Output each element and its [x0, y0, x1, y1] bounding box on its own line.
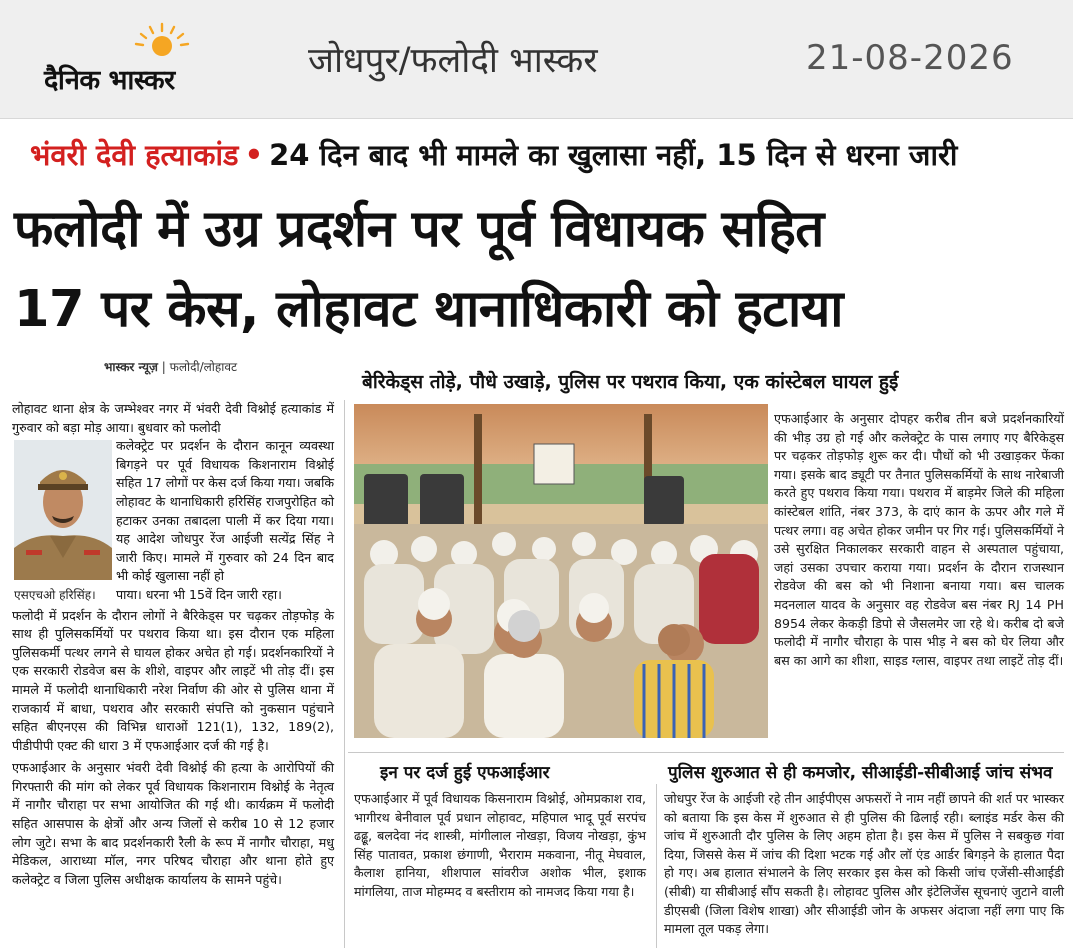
- kicker-line: [30, 135, 1060, 179]
- officer-portrait-icon: [14, 440, 112, 580]
- fir-section-text: [354, 790, 646, 902]
- col3-para-1: एफआईआर के अनुसार दोपहर करीब तीन बजे प्रदर्शनकारियों की भीड़ उग्र हो गई और कलेक्ट्रेट के पास लगाए गए बैरिकेड्स पर चढ़कर तोड़फोड़ शुरू कर दी। पौधों को भी उखाड़कर फेंका गया। इसके बाद ड्यूटी पर तैनात पुलिसकर्मियों के साथ नारेबाजी करते हुए पथराव किया गया। पथराव में बाड़मेर जिले की महिला कांस्टेबल शांति, नंबर 373, के दाएं कान के ऊपर और गले में पत्थर लगा। वह अचेत होकर जमीन पर गिर गई। पुलिसकर्मियों ने उसे सुरक्षित निकालकर सरकारी वाहन से अस्पताल पहुंचाया, जहां उसका उपचार कराया गया। प्रदर्शन के दौरान राजस्थान रोडवेज की बस को भी निशाना बनाया गया। बस चालक मदनलाल यादव के अनुसार वह रोडवेज बस नंबर RJ 14 PH 8954 लेकर केकड़ी डिपो से जैसलमेर जा रहे थे। करीब दो बजे फलोदी में नागौर चौराहा के पास भीड़ ने बस को घेर लिया और बस का आगे का शीशा, साइड ग्लास, वाइपर तथा लाइटें तोड़ दीं।: [774, 411, 1064, 668]
- police-paragraph: जोधपुर रेंज के आईजी रहे तीन आईपीएस अफसरों ने नाम नहीं छापने की शर्त पर भास्कर को बताया कि इस केस में शुरुआत से ही पुलिस की ढिलाई रही। ब्लाइंड मर्डर केस की जांच में शुरुआती दौर पुलिस के लिए अहम होता है। इस केस में पुलिस ने सबकुछ गंवा दिया, जिससे केस में जांच की दिशा भटक गई और लॉ एंड आर्डर बिगड़ने के हालात पैदा हो गए। अब हालात संभालने के लिए सरकार इस केस को किसी जांच एजेंसी-सीआईडी (सीबी) या सीबीआई सौंप सकती है। लोहावट पुलिस और इंटेलिजेंस सूचनाएं जुटाने वाली डीएसबी (जिला विशेष शाखा) और सीआईडी जोन के अफसर अंदाजा नहीं लगा पाए कि मामला तूल पकड़ लेगा।: [664, 791, 1064, 937]
- col1-para-3: एफआईआर के अनुसार भंवरी देवी विश्नोई की हत्या के आरोपियों की गिरफ्तारी की मांग को लेकर पूर्व विधायक किशनाराम विश्नोई के नेतृत्व में नागौर चौराहा पर सभा आयोजित की गई थी। कार्यक्रम में फलोदी सहित आसपास के क्षेत्रों और अन्य जिलों से करीब 10 से 12 हजार लोग जुटे। सभा के बाद प्रदर्शनकारी रैली के रूप में नागौर चौराहा, मधु मेडिकल, आराध्या मॉल, नगर परिषद चौराहा और थाना होते हुए कलेक्ट्रेट व जिला पुलिस अधीक्षक कार्यालय के सामने पहुंचे।: [12, 760, 334, 887]
- column-divider-2: [656, 784, 657, 948]
- col1-para-1-lead: लोहावट थाना क्षेत्र के जम्भेश्वर नगर में भंवरी देवी विश्नोई हत्याकांड में गुरुवार को बड़ा मोड़ आया। बुधवार को फलोदी: [12, 401, 334, 435]
- logo-wordmark: दैनिक भास्कर: [44, 65, 175, 96]
- fir-section-title: इन पर दर्ज हुई एफआईआर: [380, 763, 550, 783]
- masthead-bar: [0, 0, 1073, 119]
- col1-para-1-end: पाया। धरना भी 15वें दिन जारी रहा।: [116, 586, 282, 602]
- byline: भास्कर न्यूज़ | फलोदी/लोहावट: [104, 360, 238, 374]
- sun-logo-icon: [132, 22, 192, 58]
- dainik-bhaskar-logo: [44, 18, 254, 100]
- portrait-caption: एसएचओ हरिसिंह।: [14, 588, 96, 602]
- col1-para-1-inset: कलेक्ट्रेट पर प्रदर्शन के दौरान कानून व्यवस्था बिगड़ने पर पूर्व विधायक किशनाराम विश्नोई सहित 17 लोगों पर केस दर्ज किया गया। जबकि लोहावट के थानाधिकारी हरिसिंह राजपुरोहित को हटाकर उनका तबादला पाली में कर दिया गया। यह आदेश जोधपुर रेंज आईजी सत्येंद्र सिंह ने जारी किए। मामले में गुरुवार को 24 दिन बाद भी कोई खुलासा नहीं हो: [116, 438, 334, 584]
- headline-line-2: 17 पर केस, लोहावट थानाधिकारी को हटाया: [14, 280, 843, 339]
- photo-headline: बेरिकेड्स तोड़े, पौधे उखाड़े, पुलिस पर पथराव किया, एक कांस्टेबल घायल हुई: [362, 371, 899, 393]
- byline-source: भास्कर न्यूज़: [104, 360, 158, 374]
- story-column-3: [774, 410, 1064, 670]
- kicker-text: 24 दिन बाद भी मामले का खुलासा नहीं, 15 दिन से धरना जारी: [269, 138, 958, 172]
- kicker-separator: •: [244, 138, 264, 172]
- section-divider: [348, 752, 1064, 753]
- edition-title: जोधपुर/फलोदी भास्कर: [308, 41, 598, 81]
- kicker-topic: भंवरी देवी हत्याकांड: [30, 138, 239, 172]
- police-section-title: पुलिस शुरुआत से ही कमजोर, सीआईडी-सीबीआई जांच संभव: [668, 763, 1053, 783]
- main-headline: [14, 190, 1064, 350]
- edition-date: 21-08-2026: [806, 38, 1014, 78]
- police-section-text: [664, 790, 1064, 939]
- col1-para-2: फलोदी में प्रदर्शन के दौरान लोगों ने बैरिकेड्स पर चढ़कर तोड़फोड़ के साथ ही पुलिसकर्मियों पर पथराव किया था। इस दौरान एक महिला पुलिसकर्मी पत्थर लगने से घायल होकर अचेत हो गई। प्रदर्शनकारियों ने एक सरकारी रोडवेज बस के शीशे, वाइपर और लाइटें भी तोड़ दीं। इस मामले में फलोदी थानाधिकारी नरेश निर्वाण की ओर से पुलिस थाना में राजकार्य में बाधा, पथराव और सरकारी संपत्ति को नुकसान पहुंचाने सहित बीएनएस की विभिन्न धाराओं 121(1), 132, 189(2), पीडीपीपी एक्ट की धारा 3 में एफआईआर दर्ज की गई है।: [12, 607, 334, 753]
- protest-photo: [354, 404, 768, 738]
- headline-line-1: फलोदी में उग्र प्रदर्शन पर पूर्व विधायक सहित: [14, 200, 824, 259]
- sho-portrait-image: [14, 440, 112, 580]
- column-divider-1: [344, 400, 345, 948]
- fir-paragraph: एफआईआर में पूर्व विधायक किसनाराम विश्नोई, ओमप्रकाश राव, भागीरथ बेनीवाल पूर्व प्रधान लोहावट, महिपाल भादू पूर्व सरपंच ढढ्ढू, बलदेवा नंद शास्त्री, मांगीलाल नोखड़ा, विजय नोखड़ा, कुंभ सिंह पातावत, प्रकाश छंगाणी, भैराराम मकवाना, नीतू मेघवाल, कैलाश हानिया, शीशपाल सांवरीज अशोक भील, इशाक मांगलिया, ताज मोहम्मद व बस्तीराम को नामजद किया गया है।: [354, 791, 646, 899]
- protest-crowd-image: [354, 404, 768, 738]
- byline-place: फलोदी/लोहावट: [169, 360, 238, 374]
